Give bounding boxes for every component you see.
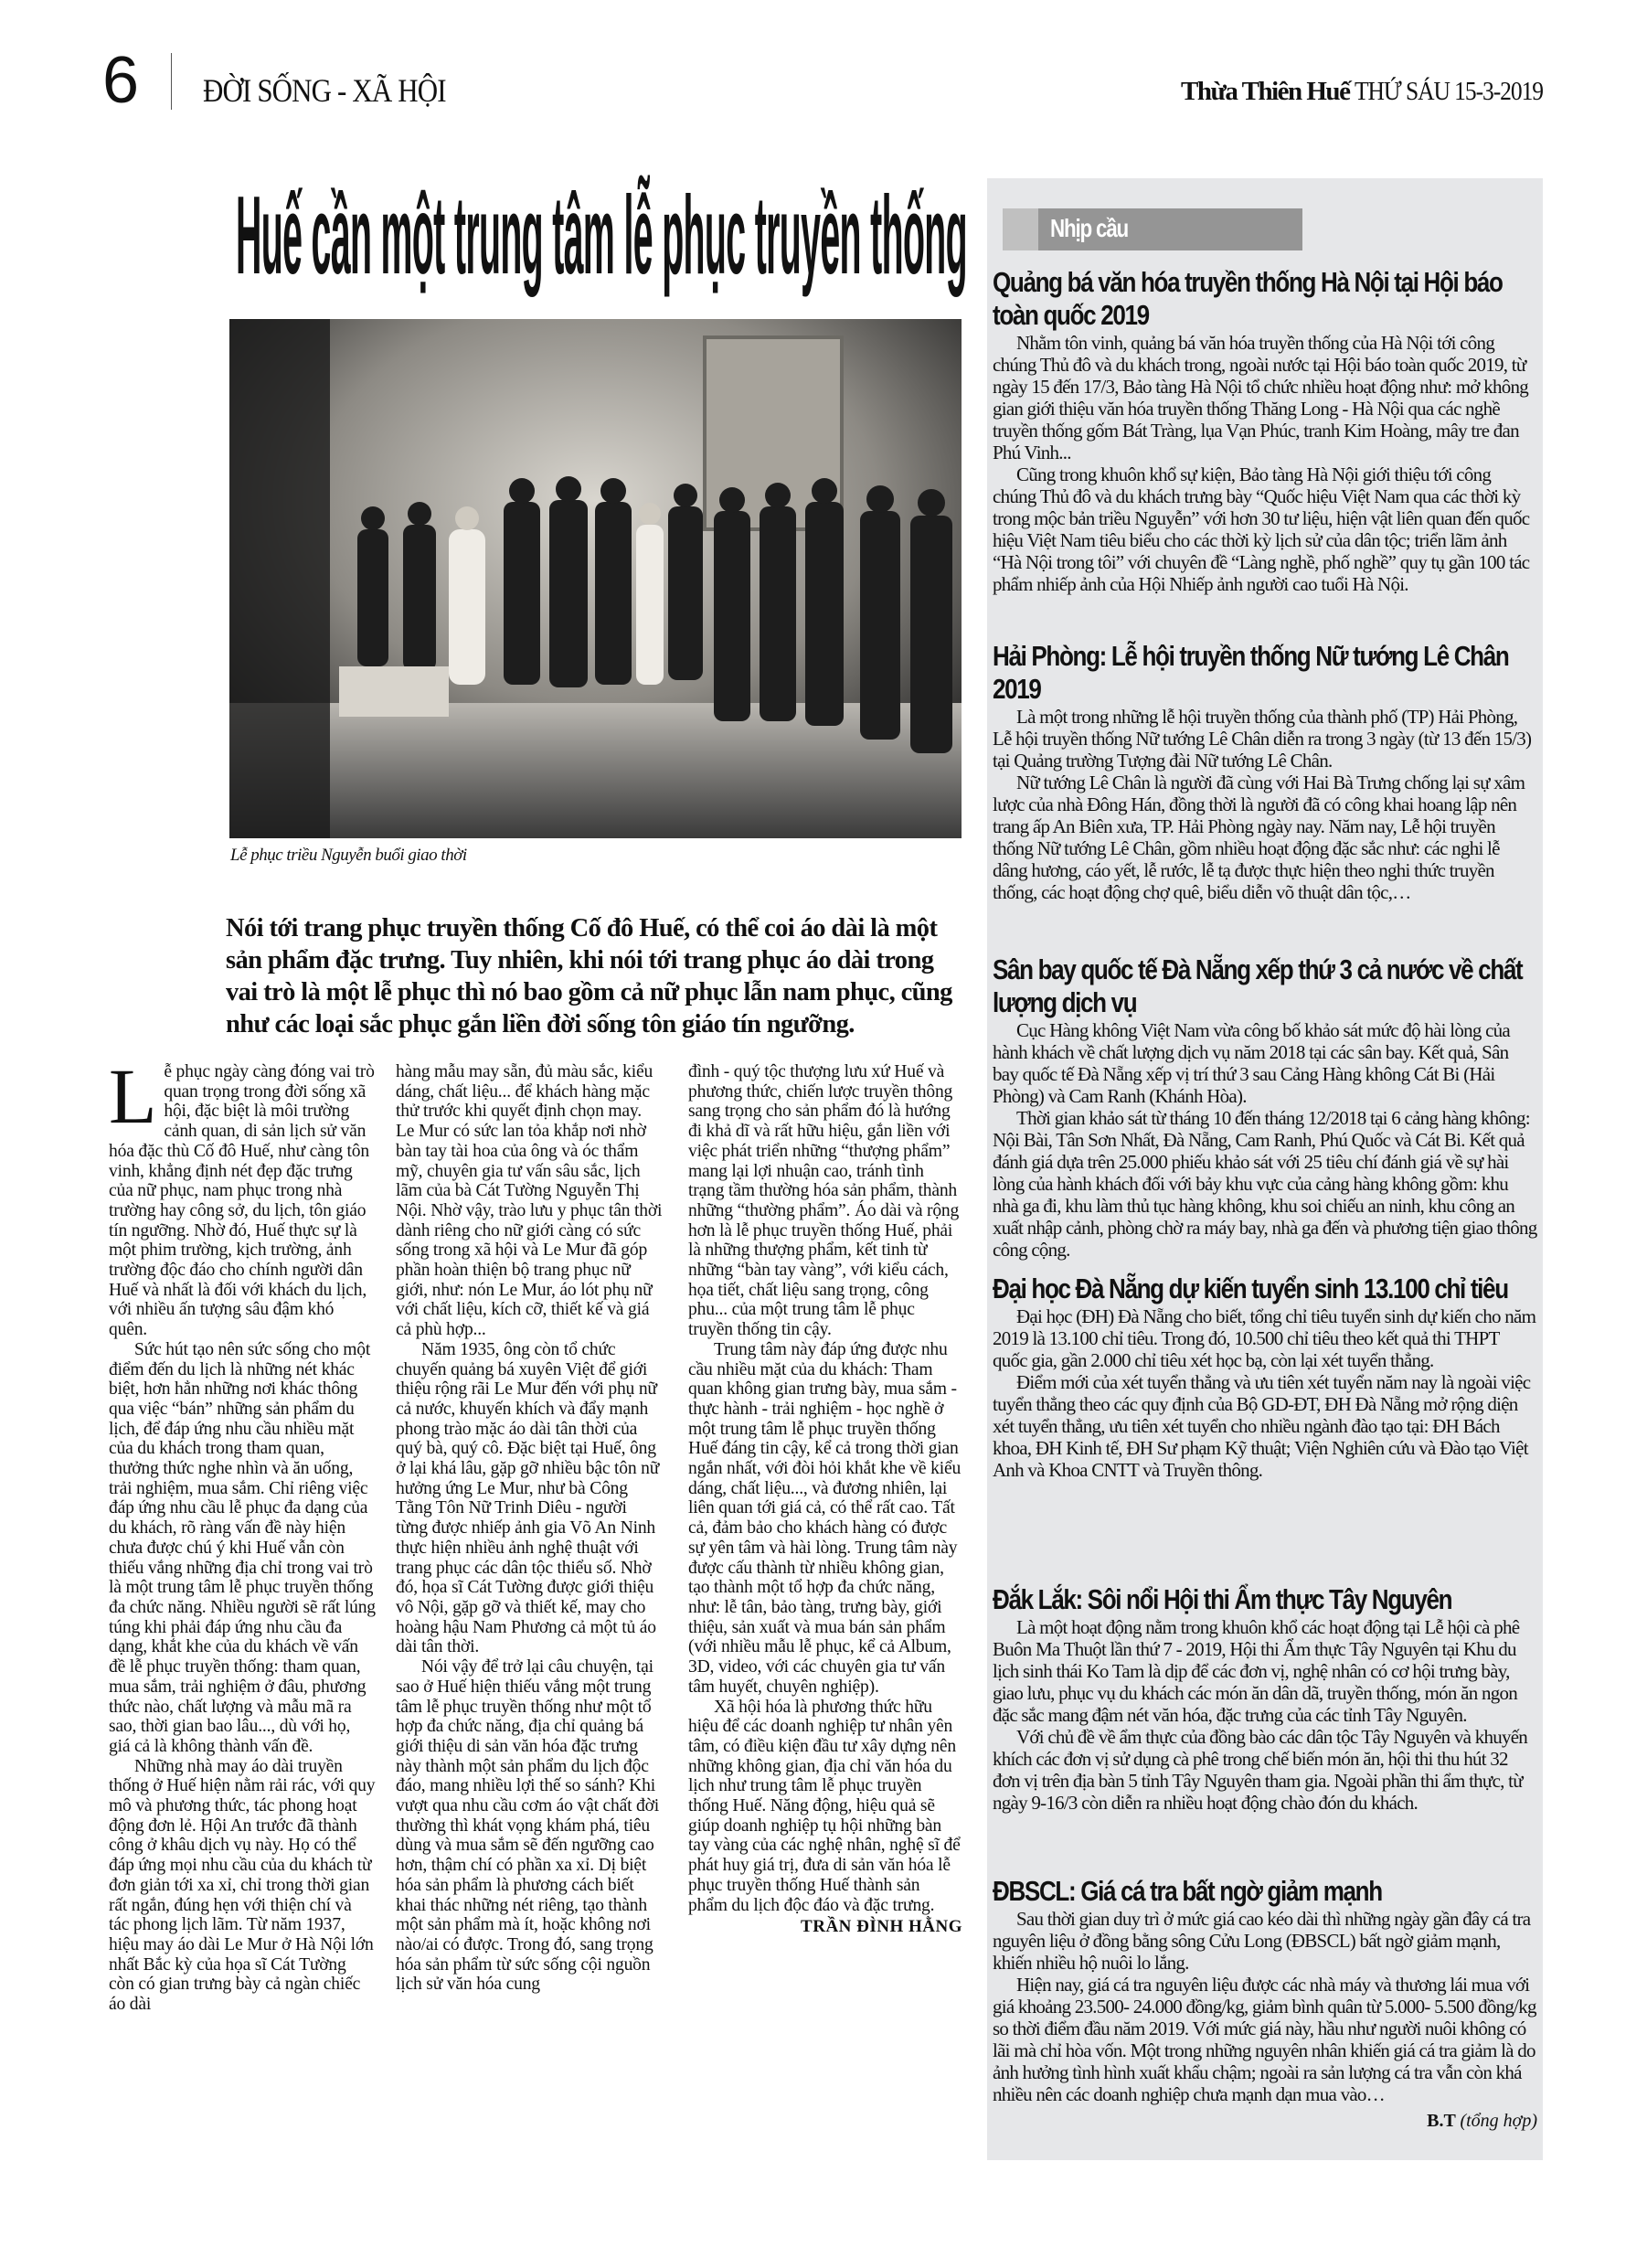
sidebar-label — [1003, 208, 1302, 250]
news-paragraph: Cũng trong khuôn khổ sự kiện, Bảo tàng Hà Nội giới thiệu tới công chúng Thủ đô và du khách trưng bày “Quốc hiệu Việt Nam qua các thời kỳ trong mộc bản triều Nguyễn” với hơn 30 tư liệu, hiện vật liên quan đến quốc hiệu Việt Nam tiêu biểu cho các thời kỳ lịch sử của dân tộc; triển lãm ảnh “Hà Nội trong tôi” với chuyên đề “Làng nghề, phố nghề” quy tụ gần 100 tác phẩm nhiếp ảnh của Hội Nhiếp ảnh người cao tuổi Hà Nội. — [993, 463, 1530, 595]
article-headline-wrap — [236, 166, 967, 303]
news-item — [993, 953, 1537, 1261]
photo-caption: Lễ phục triều Nguyễn buổi giao thời — [230, 846, 467, 865]
article-column-1 — [109, 1052, 376, 2015]
header-divider — [171, 53, 172, 110]
article-paragraph: Năm 1935, ông còn tổ chức chuyến quảng bá xuyên Việt để giới thiệu rộng rãi Le Mur đến với phụ nữ cả nước, khuyến khích và đẩy mạnh phong trào mặc áo dài tân thời của quý bà, quý cô. Đặc biệt tại Huế, ông ở lại khá lâu, gặp gỡ nhiều bậc tôn nữ hưởng ứng Le Mur, như bà Công Tằng Tôn Nữ Trinh Diêu - người từng được nhiếp ảnh gia Võ An Ninh thực hiện nhiều ảnh nghệ thuật với trang phục các dân tộc thiểu số. Nhờ đó, họa sĩ Cát Tường được giới thiệu vô Nội, gặp gỡ và thiết kế, may cho hoàng hậu Nam Phương cả một tủ áo dài tân thời. — [396, 1339, 660, 1657]
news-paragraph: Cục Hàng không Việt Nam vừa công bố khảo sát mức độ hài lòng của hành khách về chất lượng dịch vụ năm 2018 tại các sân bay. Kết quả, Sân bay quốc tế Đà Nẵng xếp vị trí thứ 3 sau Cảng Hàng không Cát Bi (Hải Phòng) và Cam Ranh (Khánh Hòa). — [993, 1019, 1510, 1107]
news-headline: Hải Phòng: Lễ hội truyền thống Nữ tướng Lê Chân 2019 — [993, 640, 1509, 705]
article-paragraph — [109, 1052, 376, 1340]
article-paragraph: Nói vậy để trở lại câu chuyện, tại sao ở Huế hiện thiếu vắng một trung tâm lễ phục truyền thống như một tổ hợp đa chức năng, địa chỉ quảng bá giới thiệu di sản văn hóa đặc trưng này thành một sản phẩm du lịch độc đáo, mang nhiều lợi thế so sánh? Khi vượt qua nhu cầu cơm áo vật chất đời thường thì khát vọng khám phá, tiêu dùng và mua sắm sẽ đến ngưỡng cao hơn, thậm chí có phần xa xỉ. Dị biệt hóa sản phẩm là phương cách biết khai thác những nét riêng, tạo thành một sản phẩm mà ít, hoặc không nơi nào/ai có được. Trong đó, sang trọng hóa sản phẩm từ sức sống cội nguồn lịch sử văn hóa cung — [396, 1657, 660, 1995]
news-item — [993, 1583, 1537, 1814]
news-headline: Sân bay quốc tế Đà Nẵng xếp thứ 3 cả nước về chất lượng dịch vụ — [993, 953, 1523, 1018]
news-headline: Đại học Đà Nẵng dự kiến tuyển sinh 13.100 chỉ tiêu — [993, 1272, 1508, 1304]
news-paragraph: Điểm mới của xét tuyển thẳng và ưu tiên xét tuyển năm nay là ngoài việc tuyển thẳng theo các quy định của Bộ GD-ĐT, ĐH Đà Nẵng mở rộng diện xét tuyển thẳng, ưu tiên xét tuyển cho nhiều ngành đào tạo tại: ĐH Bách khoa, ĐH Kinh tế, ĐH Sư phạm Kỹ thuật; Viện Nghiên cứu và Đào tạo Việt Anh và Khoa CNTT và Truyền thông. — [993, 1371, 1531, 1481]
sidebar-source — [993, 2111, 1537, 2132]
article-lead: Nói tới trang phục truyền thống Cố đô Huế, có thể coi áo dài là một sản phẩm đặc trưng. Tuy nhiên, khi nói tới trang phục áo dài trong vai trò là một lễ phục thì nó bao gồm cả nữ phục lẫn nam phục, cũng như các loại sắc phục gắn liền đời sống tôn giáo tín ngưỡng. — [226, 914, 952, 1038]
article-author: TRẦN ĐÌNH HẰNG — [801, 1917, 962, 1937]
news-paragraph: Đại học (ĐH) Đà Nẵng cho biết, tổng chỉ tiêu tuyển sinh dự kiến cho năm 2019 là 13.100 chỉ tiêu. Trong đó, 10.500 chỉ tiêu theo kết quả thi THPT quốc gia, gần 2.000 chỉ tiêu xét học bạ, còn lại xét tuyển thẳng. — [993, 1305, 1536, 1371]
news-paragraph: Nữ tướng Lê Chân là người đã cùng với Hai Bà Trưng chống lại sự xâm lược của nhà Đông Hán, đồng thời là người đã có công khai hoang lập nên trang ấp An Biên xưa, TP. Hải Phòng ngày nay. Năm nay, Lễ hội truyền thống Nữ tướng Lê Chân, gồm nhiều hoạt động đặc sắc như: các nghi lễ dâng hương, cáo yết, lễ rước, lễ tạ được thực hiện theo nghi thức truyền thống, các hoạt động chợ quê, biểu diễn võ thuật dân tộc,… — [993, 772, 1525, 903]
news-paragraph: Là một hoạt động nằm trong khuôn khổ các hoạt động tại Lễ hội cà phê Buôn Ma Thuột lần thứ 7 - 2019, Hội thi Ẩm thực Tây Nguyên tại Khu du lịch sinh thái Ko Tam là dịp để các đơn vị, nghệ nhân có cơ hội trưng bày, giao lưu, phục vụ du khách các món ăn dân dã, truyền thống, món ăn ngon đặc sắc mang đậm nét văn hóa, đặc trưng của các tỉnh Tây Nguyên. — [993, 1616, 1520, 1726]
sidebar-label-text: Nhịp cầu — [1050, 214, 1128, 242]
news-paragraph: Hiện nay, giá cá tra nguyên liệu được các nhà máy và thương lái mua với giá khoảng 23.500- 24.000 đồng/kg, giảm bình quân từ 5.000- 5.500 đồng/kg so thời điểm đầu năm 2019. Với mức giá này, hầu như người nuôi không có lãi mà chỉ hòa vốn. Một trong những nguyên nhân khiến giá cá tra giảm là do ảnh hưởng tình hình xuất khẩu chậm; ngoài ra sản lượng cá tra vẫn còn khá nhiều nên các doanh nghiệp chưa mạnh dạn mua vào… — [993, 1974, 1536, 2105]
news-item — [993, 266, 1537, 595]
news-item — [993, 640, 1537, 903]
news-paragraph: Thời gian khảo sát từ tháng 10 đến tháng 12/2018 tại 6 cảng hàng không: Nội Bài, Tân Sơn Nhất, Đà Nẵng, Cam Ranh, Phú Quốc và Cát Bi. Kết quả đánh giá dựa trên 25.000 phiếu khảo sát với 25 tiêu chí đánh giá về sự hài lòng của hành khách đối với bảy khu vực của cảng hàng không gồm: khu nhà ga đi, khu làm thủ tục hàng không, khu soi chiếu an ninh, khu công an xuất nhập cảnh, phòng chờ ra máy bay, nhà ga đến và phương tiện giao thông công cộng. — [993, 1107, 1537, 1261]
news-paragraph: Nhằm tôn vinh, quảng bá văn hóa truyền thống của Hà Nội tới công chúng Thủ đô và du khách trong, ngoài nước tại Hội báo toàn quốc 2019, từ ngày 15 đến 17/3, Bảo tàng Hà Nội tổ chức nhiều hoạt động như: mở không gian giới thiệu văn hóa truyền thống Thăng Long - Hà Nội qua các nghề truyền thống gốm Bát Tràng, lụa Vạn Phúc, tranh Kim Hoàng, mây tre đan Phú Vinh... — [993, 332, 1529, 463]
issue-date: THỨ SÁU 15-3-2019 — [1355, 77, 1544, 106]
article-paragraph: Trung tâm này đáp ứng được nhu cầu nhiều mặt của du khách: Tham quan không gian trưng bày, mua sắm - thực hành - trải nghiệm - học nghề ở một trung tâm lễ phục truyền thống Huế đáng tin cậy, kể cả trong thời gian ngắn nhất, với đòi hỏi khắt khe về kiểu dáng, chất liệu..., và đương nhiên, lại liên quan tới giá cả, có thể rất cao. Tất cả, đảm bảo cho khách hàng có được sự yên tâm và hài lòng. Trung tâm này được cấu thành từ nhiều không gian, tạo thành một tổ hợp đa chức năng, như: lễ tân, bảo tàng, trưng bày, giới thiệu, sản xuất và mua bán sản phẩm (với nhiều mẫu lễ phục, kể cả Album, 3D, video, với các chuyên gia tư vấn tâm huyết, chuyên nghiệp). — [688, 1339, 962, 1697]
news-paragraph: Với chủ đề về ẩm thực của đồng bào các dân tộc Tây Nguyên và khuyến khích các đơn vị sử dụng cà phê trong chế biến món ăn, hội thi thu hút 32 đơn vị trên địa bàn 5 tỉnh Tây Nguyên tham gia. Ngoài phần thi ẩm thực, từ ngày 9-16/3 còn diễn ra nhiều hoạt động chào đón du khách. — [993, 1726, 1528, 1814]
news-item — [993, 1875, 1537, 2132]
article-column-2 — [396, 1062, 663, 1995]
article-paragraph: Xã hội hóa là phương thức hữu hiệu để các doanh nghiệp tư nhân yên tâm, có điều kiện đầu tư xây dựng nên những không gian, địa chỉ văn hóa du lịch như trung tâm lễ phục truyền thống Huế. Năng động, hiệu quả sẽ giúp doanh nghiệp tụ hội những bàn tay vàng của các nghệ nhân, nghệ sĩ để phát huy giá trị, đưa di sản văn hóa lễ phục truyền thống Huế thành sản phẩm du lịch độc đáo và đặc trưng. — [688, 1697, 961, 1915]
news-item — [993, 1272, 1537, 1481]
news-headline: ĐBSCL: Giá cá tra bất ngờ giảm mạnh — [993, 1875, 1382, 1907]
newspaper-name: Thừa Thiên Huế — [1181, 77, 1350, 106]
article-photo — [229, 319, 962, 838]
label-strip — [1003, 208, 1038, 250]
article-paragraph: hàng mẫu may sẵn, đủ màu sắc, kiểu dáng, chất liệu... để khách hàng mặc thử trước khi quyết định chọn may. Le Mur có sức lan tỏa khắp nơi nhờ bàn tay tài hoa của ông và óc thẩm mỹ, chuyên gia tư vấn sâu sắc, lịch lãm của bà Cát Tường Nguyễn Thị Nội. Nhờ vậy, trào lưu y phục tân thời dành riêng cho nữ giới càng có sức sống trong xã hội và Le Mur đã góp phần hoàn thiện bộ trang phục nữ giới, như: nón Le Mur, áo lót phụ nữ với chất liệu, kích cỡ, thiết kế và giá cả phù hợp... — [396, 1062, 663, 1340]
article-column-3 — [688, 1062, 962, 1937]
news-headline: Đắk Lắk: Sôi nổi Hội thi Ẩm thực Tây Nguyên — [993, 1583, 1452, 1615]
page-number: 6 — [102, 44, 140, 117]
article-paragraph: Những nhà may áo dài truyền thống ở Huế hiện nằm rải rác, với quy mô và phương thức, tác phong hoạt động đơn lẻ. Hội An trước đã thành công ở khâu dịch vụ này. Họ có thể đáp ứng mọi nhu cầu của du khách từ đơn giản tới xa xỉ, chỉ trong thời gian rất ngắn, đúng hẹn với thiện chí và tác phong lịch lãm. Từ năm 1937, hiệu may áo dài Le Mur ở Hà Nội lớn nhất Bắc kỳ của họa sĩ Cát Tường còn có gian trưng bày cả ngàn chiếc áo dài — [109, 1756, 376, 2015]
article-headline: Huế cần một trung tâm lễ phục truyền thống — [236, 173, 967, 297]
sidebar-news-box — [987, 178, 1543, 2160]
article-paragraph: Sức hút tạo nên sức sống cho một điểm đến du lịch là những nét khác biệt, hơn hẳn những nơi khác thông qua việc “bán” những sản phẩm du lịch, để đáp ứng nhu cầu nhiều mặt của du khách trong tham quan, thưởng thức nghe nhìn và ăn uống, trải nghiệm, mua sắm. Chỉ riêng việc đáp ứng nhu cầu lễ phục đa dạng của du khách, rõ ràng vấn đề này hiện chưa được chú ý khi Huế vẫn còn thiếu vắng những địa chỉ trong vai trò là một trung tâm lễ phục truyền thống đa chức năng. Nhiều người sẽ rất lúng túng khi phải đáp ứng nhu cầu đa dạng, khắt khe của du khách về vấn đề lễ phục truyền thống: tham quan, mua sắm, trải nghiệm ở đâu, phương thức nào, chất lượng và mẫu mã ra sao, thời gian bao lâu..., dù với họ, giá cả là không thành vấn đề. — [109, 1339, 376, 1756]
source-author: B.T — [1427, 2111, 1456, 2131]
ceremony-photo-illustration — [229, 319, 962, 838]
section-title: ĐỜI SỐNG - XÃ HỘI — [203, 72, 446, 109]
drop-cap: L — [109, 1052, 157, 1140]
article-paragraph: đình - quý tộc thượng lưu xứ Huế và phương thức, chiến lược truyền thông sang trọng cho sản phẩm đó là hướng đi khả dĩ và rất hữu hiệu, gắn liền với việc phát triển những “thượng phẩm” mang lại lợi nhuận cao, tránh tình trạng tầm thường hóa sản phẩm, thành những “thường phẩm”. Áo dài và rộng hơn là lễ phục truyền thống Huế, phải là những thượng phẩm, kết tinh từ những “bàn tay vàng”, với kiểu cách, họa tiết, chất liệu sang trọng, công phu... của một trung tâm lễ phục truyền thống tin cậy. — [688, 1062, 960, 1340]
source-note: (tổng hợp) — [1460, 2111, 1537, 2131]
news-paragraph: Sau thời gian duy trì ở mức giá cao kéo dài thì những ngày gần đây cá tra nguyên liệu ở đồng bằng sông Cửu Long (ĐBSCL) bất ngờ giảm mạnh, khiến nhiều hộ nuôi lo lắng. — [993, 1908, 1531, 1974]
news-paragraph: Là một trong những lễ hội truyền thống của thành phố (TP) Hải Phòng, Lễ hội truyền thống Nữ tướng Lê Chân diễn ra trong 3 ngày (từ 13 đến 15/3) tại Quảng trường Tượng đài Nữ tướng Lê Chân. — [993, 706, 1532, 772]
paragraph-text: ễ phục ngày càng đóng vai trò quan trọng trong đời sống xã hội, đặc biệt là môi trường cảnh quan, di sản lịch sử văn hóa đặc thù Cố đô Huế, như càng tôn vinh, khẳng định nét đẹp đặc trưng của nữ phục, nam phục trong nhà trường hay công sở, du lịch, tôn giáo tín ngưỡng. Nhờ đó, Huế thực sự là một phim trường, kịch trường, ảnh trường độc đáo cho chính người dân Huế và nhất là đối với khách du lịch, với nhiều ấn tượng sâu đậm khó quên. — [109, 1062, 375, 1340]
news-headline: Quảng bá văn hóa truyền thống Hà Nội tại Hội báo toàn quốc 2019 — [993, 266, 1503, 331]
